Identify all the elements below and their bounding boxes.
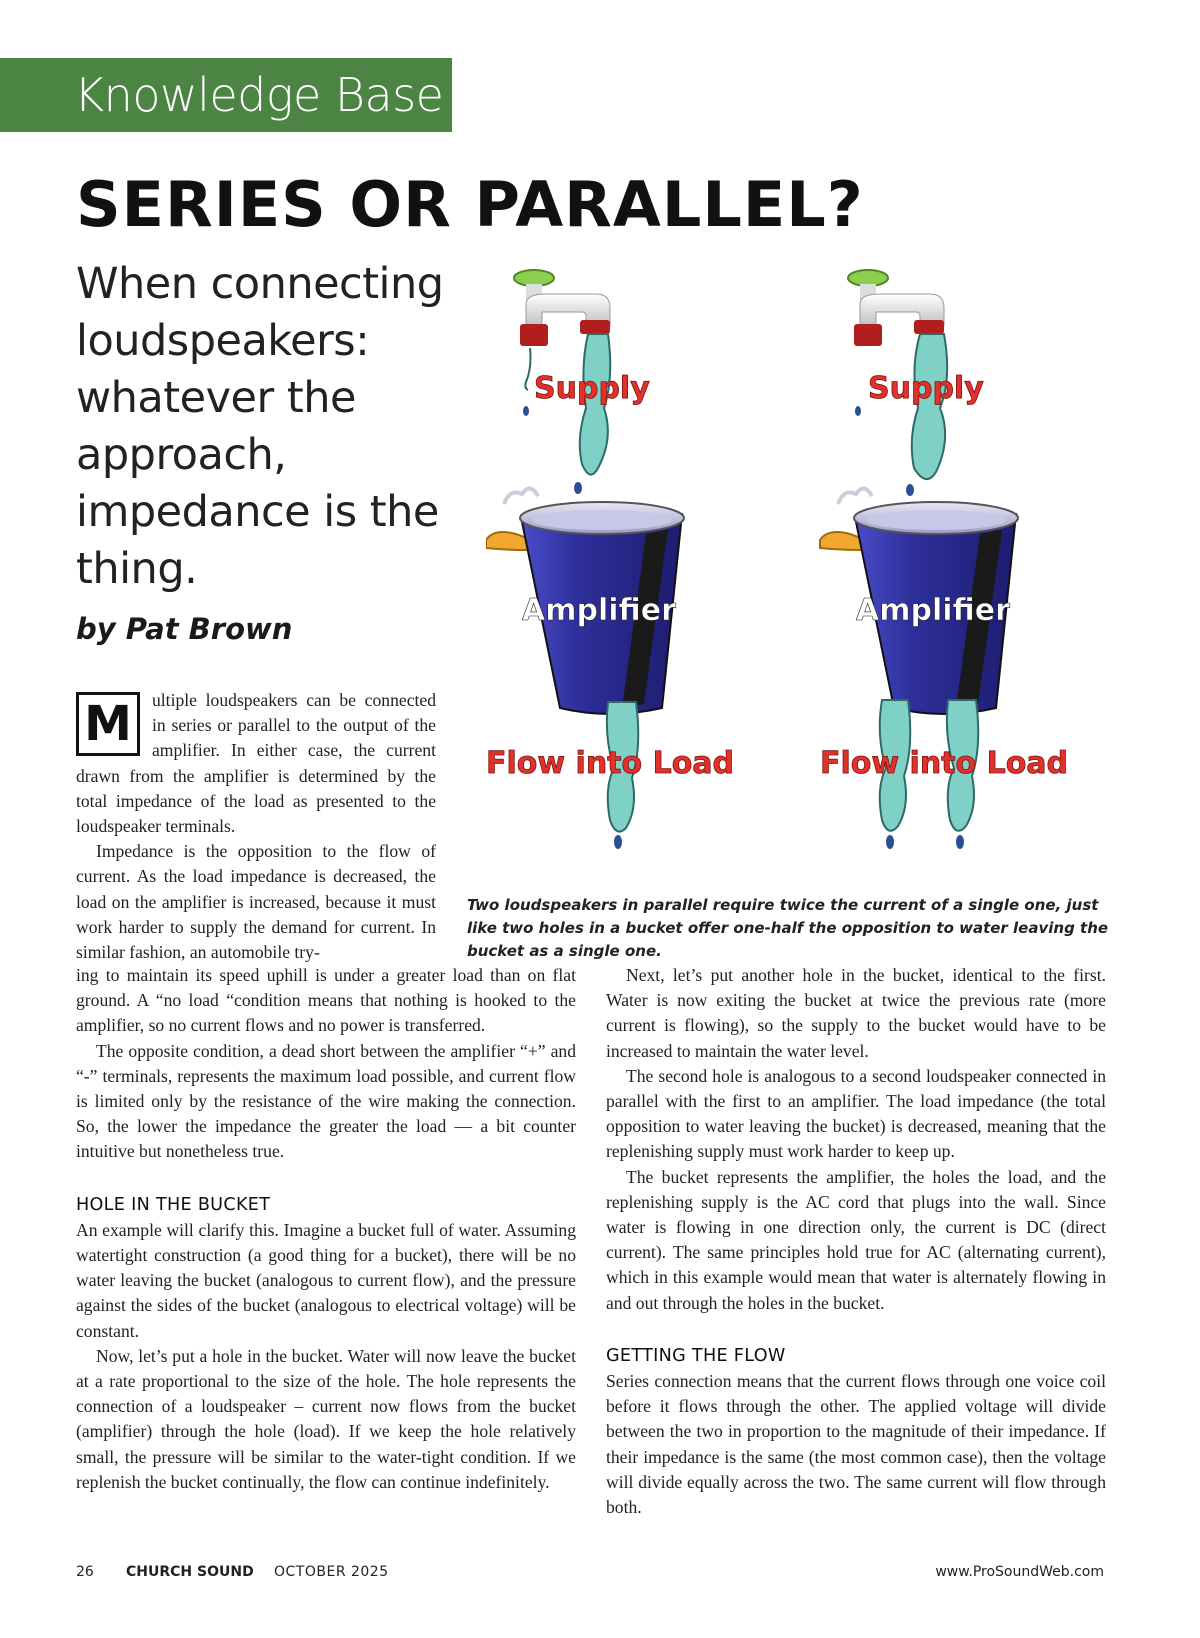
paragraph-one-hole: Now, let’s put a hole in the bucket. Water will now leave the bucket at a rate proportional to the size of the hole. The hole represents the connection of a loudspeaker – current now flows from the bucket (amplifier) through the hole (load). If we keep the hole relatively small, the pressure will be similar to the water-tight condition. If we replenish the bucket continually, the flow can continue indefinitely. — [76, 1345, 576, 1492]
section-label: Knowledge Base — [0, 58, 452, 132]
headline: SERIES OR PARALLEL? — [76, 168, 864, 241]
amplifier-label: Amplifier — [856, 593, 1010, 628]
website-link[interactable]: www.ProSoundWeb.com — [935, 1564, 1104, 1580]
paragraph-series: Series connection means that the current flows through one voice coil before it flows through the other. The applied voltage will divide between the two in proportion to the magnitude of their impedance. If their impedance is the same (the most common case), then the voltage will divide equally across the two. The same current will flow through both. — [606, 1371, 1106, 1518]
drop-cap: M — [76, 692, 140, 756]
paragraph-ac-dc: The bucket represents the amplifier, the holes the load, and the replenishing supply is the AC cord that plugs into the wall. Since water is flowing in one direction only, the current is DC (direct current). The same principles hold true for AC (alternating current), which in this example would mean that water is alternately flowing in and out through the holes in the bucket. — [606, 1166, 1106, 1313]
page-footer — [76, 1564, 1104, 1586]
amplifier-label: Amplifier — [522, 593, 676, 628]
body-column-intro — [76, 688, 436, 965]
bucket-diagram-two-holes — [820, 270, 1068, 849]
paragraph-no-load: ing to maintain its speed uphill is under a greater load than on flat ground. A “no load “condition means that nothing is hooked to the amplifier, so no current flows and no power is transferred. — [76, 965, 576, 1036]
paragraph-two-holes: Next, let’s put another hole in the bucket, identical to the first. Water is now exiting the bucket at twice the previous rate (more current is flowing), so the supply to the bucket would have to be increased to maintain the water level. — [606, 965, 1106, 1061]
paragraph-parallel-analogy: The second hole is analogous to a second loudspeaker connected in parallel with the first to an amplifier. The load impedance (the total opposition to water leaving the bucket) is decreased, meaning that the replenishing supply must work harder to keep up. — [606, 1065, 1106, 1162]
supply-label: Supply — [534, 371, 650, 406]
paragraph-bucket-example: An example will clarify this. Imagine a bucket full of water. Assuming watertight construction (a good thing for a bucket), there will be no water leaving the bucket (analogous to current flow), and the pressure against the sides of the bucket (analogous to electrical voltage) will be constant. — [76, 1219, 576, 1341]
bucket-illustration — [486, 268, 1120, 888]
subhead-getting-the-flow: GETTING THE FLOW — [606, 1345, 786, 1366]
paragraph-impedance: Impedance is the opposition to the flow of current. As the load impedance is decreased, the load on the amplifier is increased, because it must work harder to supply the demand for current. In similar fashion, an automobile try- — [76, 841, 436, 963]
byline: by Pat Brown — [76, 612, 293, 646]
supply-label: Supply — [868, 371, 984, 406]
issue-date: OCTOBER 2025 — [274, 1564, 389, 1580]
figure-caption: Two loudspeakers in parallel require twice the current of a single one, just like two holes in a bucket offer one-half the opposition to water leaving the bucket as a single one. — [467, 896, 1109, 960]
paragraph-dead-short: The opposite condition, a dead short between the amplifier “+” and “-” terminals, represents the maximum load possible, and current flow is limited only by the resistance of the wire making the connection. So, the lower the impedance the greater the load — a bit counter intuitive but nonetheless true. — [76, 1040, 576, 1162]
magazine-name: CHURCH SOUND — [126, 1564, 254, 1580]
page-number: 26 — [76, 1564, 94, 1580]
body-column-right — [606, 963, 1106, 1520]
bucket-diagram-single-hole — [486, 270, 734, 849]
paragraph-intro: ultiple loudspeakers can be connected in series or parallel to the output of the amplifier. In either case, the current drawn from the amplifier is determined by the total impedance of the load as presented to the loudspeaker terminals. — [76, 690, 436, 837]
body-column-left — [76, 963, 576, 1495]
load-label: Flow into Load — [820, 746, 1069, 781]
subhead-hole-in-bucket: HOLE IN THE BUCKET — [76, 1194, 271, 1215]
load-label: Flow into Load — [486, 746, 735, 781]
deck-subtitle: When connecting loudspeakers: whatever the approach, impedance is the thing. — [76, 259, 444, 594]
